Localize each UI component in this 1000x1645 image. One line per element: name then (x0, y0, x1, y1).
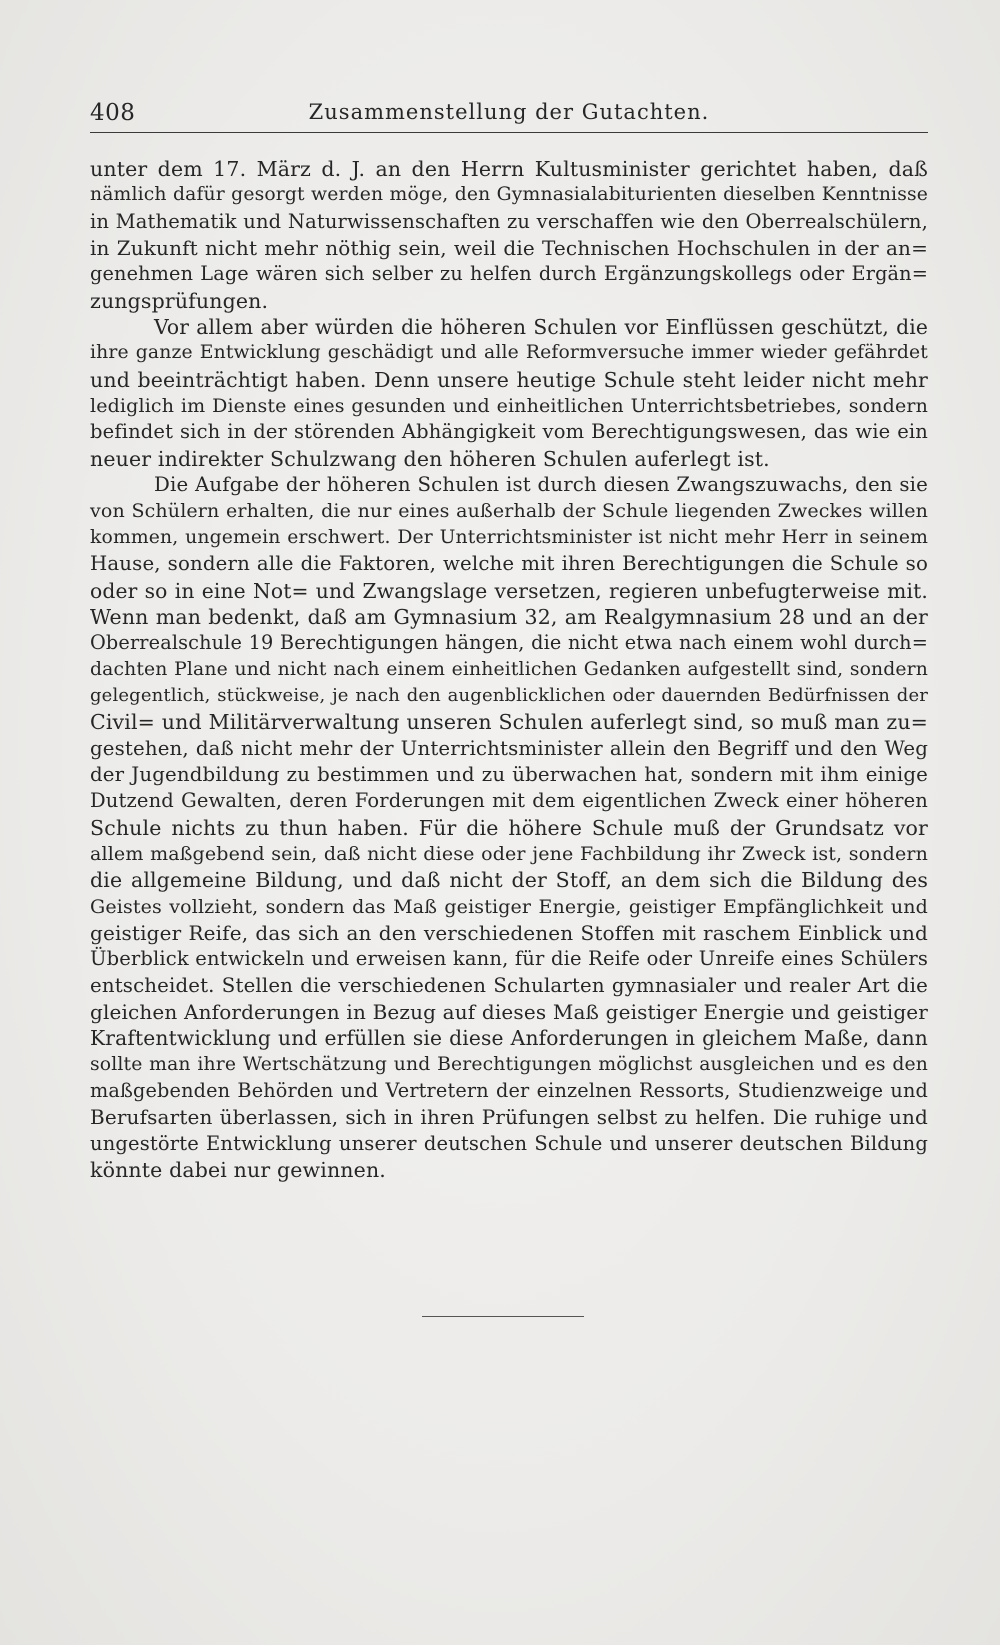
text-line: könnte dabei nur gewinnen. (90, 1158, 386, 1183)
text-line: Kraftentwicklung und erfüllen sie diese Anforderungen in gleichem Maße, dann (90, 1026, 928, 1051)
running-header (90, 96, 928, 133)
paragraph-3 (90, 472, 928, 1183)
text-line: zungsprüfungen. (90, 288, 269, 313)
text-line: maßgebenden Behörden und Vertretern der einzelnen Ressorts, Studienzweige und (90, 1079, 928, 1103)
text-line: Civil= und Militärverwaltung unseren Schulen auferlegt sind, so muß man zu= (90, 710, 928, 735)
paragraph-2 (90, 314, 928, 472)
text-line: dachten Plane und nicht nach einem einheitlichen Gedanken aufgestellt sind, sondern (90, 658, 928, 680)
text-line: befindet sich in der störenden Abhängigkeit vom Berechtigungswesen, das wie ein (90, 420, 928, 444)
text-line: allem maßgebend sein, daß nicht diese oder jene Fachbildung ihr Zweck ist, sondern (90, 842, 928, 865)
text-line: in Zukunft nicht mehr nöthig sein, weil die Technischen Hochschulen in der an= (90, 236, 928, 261)
text-line: gestehen, daß nicht mehr der Unterrichtsminister allein den Begriff und den Weg (90, 736, 928, 760)
text-line: Schule nichts zu thun haben. Für die höhere Schule muß der Grundsatz vor (90, 815, 928, 840)
text-line: und beeinträchtigt haben. Denn unsere heutige Schule steht leider nicht mehr (90, 367, 928, 392)
text-line: kommen, ungemein erschwert. Der Unterrichtsminister ist nicht mehr Herr in seinem (90, 526, 928, 548)
text-line: lediglich im Dienste eines gesunden und einheitlichen Unterrichtsbetriebes, sondern (90, 395, 928, 418)
text-line: sollte man ihre Wertschätzung und Berechtigungen möglichst ausgleichen und es den (90, 1053, 928, 1075)
text-line: unter dem 17. März d. J. an den Herrn Kultusminister gerichtet haben, daß (90, 157, 928, 181)
text-line: gleichen Anforderungen in Bezug auf dieses Maß geistiger Energie und geistiger (90, 1000, 928, 1024)
text-line: die allgemeine Bildung, und daß nicht der Stoff, an dem sich die Bildung des (90, 868, 928, 893)
text-line: entscheidet. Stellen die verschiedenen Schularten gymnasialer und realer Art die (90, 973, 928, 997)
text-line: Überblick entwickeln und erweisen kann, für die Reife oder Unreife eines Schülers (90, 947, 928, 971)
text-line: der Jugendbildung zu bestimmen und zu überwachen hat, sondern mit ihm einige (90, 762, 928, 786)
text-line: Vor allem aber würden die höheren Schulen vor Einflüssen geschützt, die (154, 315, 928, 340)
page-number: 408 (90, 100, 136, 126)
text-line: ihre ganze Entwicklung geschädigt und alle Reformversuche immer wieder gefährdet (90, 342, 928, 364)
text-line: ungestörte Entwicklung unserer deutschen Schule und unserer deutschen Bildung (90, 1131, 928, 1155)
body-text (90, 156, 928, 1183)
text-line: genehmen Lage wären sich selber zu helfen durch Ergänzungskollegs oder Ergän= (90, 262, 928, 286)
text-line: oder so in eine Not= und Zwangslage versetzen, regieren unbefugterweise mit. (90, 578, 928, 603)
text-line: Oberrealschule 19 Berechtigungen hängen, die nicht etwa nach einem wohl durch= (90, 631, 928, 655)
text-line: in Mathematik und Naturwissenschaften zu verschaffen wie den Oberrealschülern, (90, 209, 928, 233)
closing-rule (422, 1316, 584, 1317)
text-line: nämlich dafür gesorgt werden möge, den Gymnasialabiturienten dieselben Kenntnisse (90, 184, 928, 206)
text-line: Dutzend Gewalten, deren Forderungen mit dem eigentlichen Zweck einer höheren (90, 789, 928, 813)
text-line: geistiger Reife, das sich an den verschiedenen Stoffen mit raschem Einblick und (90, 920, 928, 945)
text-line: Berufsarten überlassen, sich in ihren Prüfungen selbst zu helfen. Die ruhige und (90, 1105, 928, 1130)
text-line: Geistes vollzieht, sondern das Maß geistiger Energie, geistiger Empfänglichkeit und (90, 895, 928, 918)
text-line: Hause, sondern alle die Faktoren, welche mit ihren Berechtigungen die Schule so (90, 552, 928, 576)
running-title: Zusammenstellung der Gutachten. (308, 100, 710, 124)
text-line: gelegentlich, stückweise, je nach den augenblicklichen oder dauernden Bedürfnissen der (90, 684, 928, 706)
text-line: neuer indirekter Schulzwang den höheren Schulen auferlegt ist. (90, 446, 770, 471)
paragraph-1 (90, 156, 928, 314)
text-line: Wenn man bedenkt, daß am Gymnasium 32, am Realgymnasium 28 und an der (90, 604, 928, 629)
text-line: von Schülern erhalten, die nur eines außerhalb der Schule liegenden Zweckes willen (90, 500, 928, 523)
text-line: Die Aufgabe der höheren Schulen ist durch diesen Zwangszuwachs, den sie (154, 473, 928, 497)
